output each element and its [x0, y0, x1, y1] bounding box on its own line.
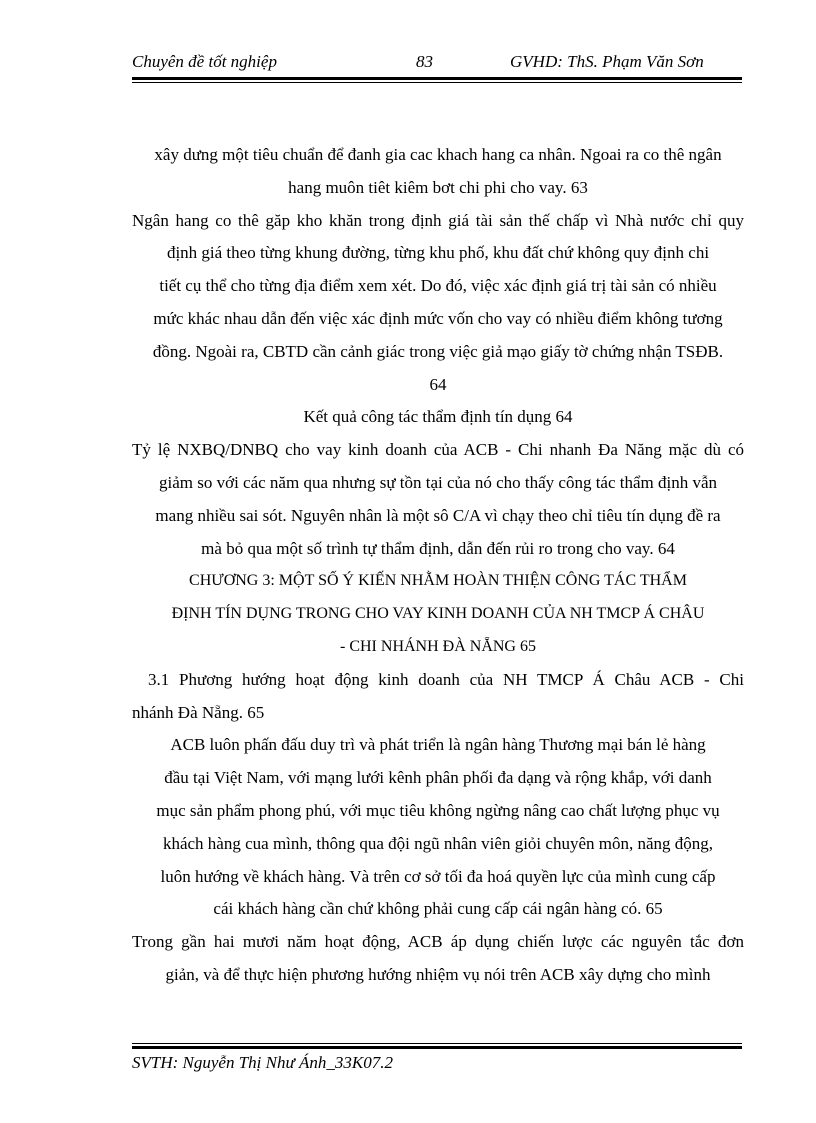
toc-body	[132, 139, 744, 992]
toc-line: mục sản phẩm phong phú, với mục tiêu không ngừng nâng cao chất lượng phục vụ	[156, 800, 720, 820]
toc-line: khách hàng cua mình, thông qua đội ngũ nhân viên giỏi chuyên môn, năng động,	[162, 833, 714, 853]
header-rule-thick	[132, 77, 742, 80]
toc-line: hang muôn tiêt kiêm bơt chi phi cho vay. 63	[288, 177, 588, 197]
toc-line: Trong gần hai mươi năm hoạt động, ACB áp dụng chiến lược các nguyên tắc đơn	[132, 932, 744, 952]
toc-line: tiết cụ thể cho từng địa điểm xem xét. Do đó, việc xác định giá trị tài sản có nhiều	[159, 276, 717, 296]
toc-line: đồng. Ngoài ra, CBTD cần cảnh giác trong việc giả mạo giấy tờ chứng nhận TSĐB.	[152, 341, 724, 361]
header-rule-thin	[132, 82, 742, 83]
toc-line: mang nhiều sai sót. Nguyên nhân là một sô C/A vì chạy theo chỉ tiêu tín dụng đề ra	[155, 505, 721, 525]
toc-line: đầu tại Việt Nam, với mạng lưới kênh phân phối đa dạng và rộng khắp, với danh	[164, 768, 712, 788]
toc-line: định giá theo từng khung đường, từng khu phố, khu đất chứ không quy định chi	[166, 243, 710, 263]
footer-rule-thin	[132, 1043, 742, 1044]
toc-line: ĐỊNH TÍN DỤNG TRONG CHO VAY KINH DOANH CỦA NH TMCP Á CHÂU	[171, 605, 705, 623]
header-supervisor: GVHD: ThS. Phạm Văn Sơn	[510, 52, 704, 71]
toc-line: Tỷ lệ NXBQ/DNBQ cho vay kinh doanh của ACB - Chi nhanh Đa Năng mặc dù có	[132, 440, 744, 460]
toc-line: Kết quả công tác thẩm định tín dụng 64	[303, 407, 573, 427]
header-title: Chuyên đề tốt nghiệp	[132, 52, 277, 71]
toc-line: ACB luôn phấn đấu duy trì và phát triển là ngân hàng Thương mại bán lẻ hàng	[170, 735, 706, 755]
toc-line: mà bỏ qua một số trình tự thẩm định, dẫn đến rủi ro trong cho vay. 64	[201, 538, 675, 558]
toc-line: luôn hướng về khách hàng. Và trên cơ sở tối đa hoá quyền lực của mình cung cấp	[160, 866, 716, 886]
toc-line: 3.1 Phương hướng hoạt động kinh doanh của NH TMCP Á Châu ACB - Chi	[148, 669, 744, 689]
toc-line: xây dưng một tiêu chuẩn để đanh gia cac khach hang ca nhân. Ngoai ra co thê ngân	[154, 145, 722, 164]
toc-line: giảm so với các năm qua nhưng sự tồn tại của nó cho thấy công tác thẩm định vẫn	[158, 472, 718, 492]
toc-line: cái khách hàng cần chứ không phải cung cấp cái ngân hàng có. 65	[213, 899, 663, 919]
toc-line: - CHI NHÁNH ĐÀ NẴNG 65	[340, 637, 536, 655]
toc-line: giản, và để thực hiện phương hướng nhiệm vụ nói trên ACB xây dựng cho mình	[165, 964, 711, 984]
toc-line: CHƯƠNG 3: MỘT SỐ Ý KIẾN NHẰM HOÀN THIỆN CÔNG TÁC THẨM	[189, 572, 687, 590]
page-footer: SVTH: Nguyễn Thị Như Ánh_33K07.2	[132, 1053, 393, 1072]
footer-rule-thick	[132, 1046, 742, 1049]
page-header	[132, 50, 742, 76]
page-number: 83	[416, 52, 433, 71]
toc-line: 64	[429, 374, 447, 394]
toc-line: mức khác nhau dẫn đến việc xác định mức vốn cho vay có nhiều điểm không tương	[153, 308, 723, 328]
toc-line: Ngân hang co thê găp kho khăn trong định giá tài sản thế chấp vì Nhà nước chỉ quy	[132, 210, 744, 230]
toc-line: nhánh Đà Nẵng. 65	[132, 702, 265, 722]
